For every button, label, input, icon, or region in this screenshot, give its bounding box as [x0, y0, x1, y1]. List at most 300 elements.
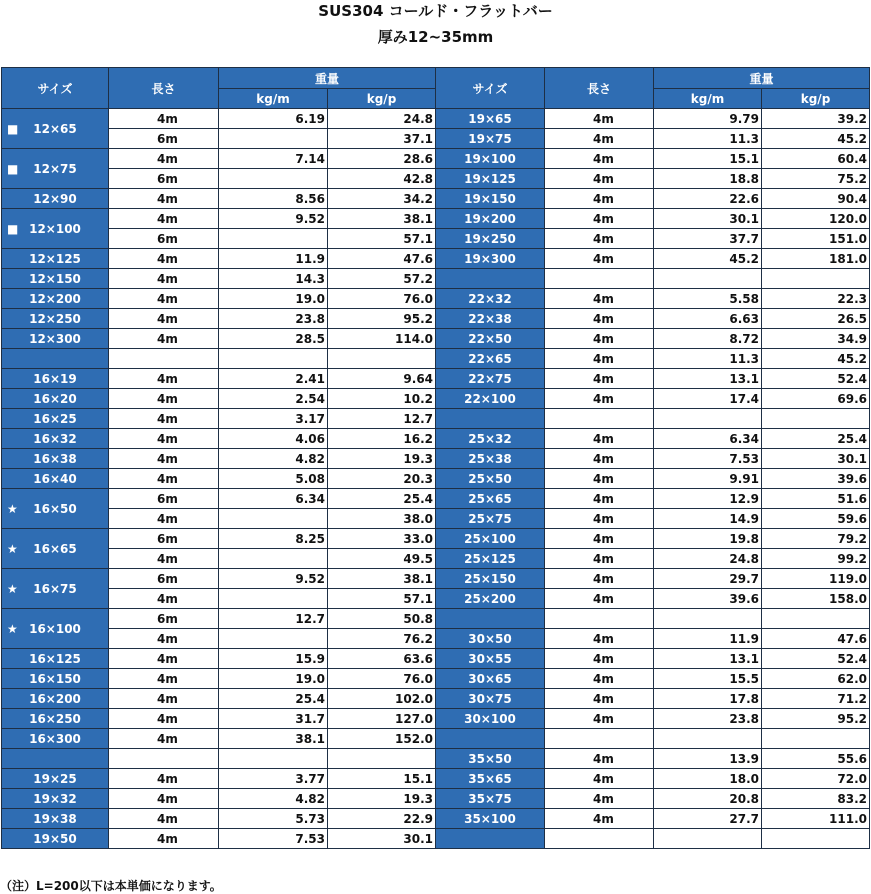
table-row: [436, 489, 870, 509]
kg-per-piece-cell: 90.4: [762, 189, 870, 209]
length-cell: 4m: [545, 709, 654, 729]
kg-per-piece-cell: 181.0: [762, 249, 870, 269]
table-row: [436, 769, 870, 789]
table-row: [2, 649, 436, 669]
kg-per-piece-cell: 22.3: [762, 289, 870, 309]
length-cell: 4m: [545, 389, 654, 409]
length-cell: 4m: [109, 589, 219, 609]
kg-per-m-cell: 9.91: [654, 469, 762, 489]
size-value: 16×50: [33, 501, 77, 516]
kg-per-piece-cell: 79.2: [762, 529, 870, 549]
table-row: [2, 349, 436, 369]
kg-per-piece-cell: [328, 749, 436, 769]
kg-per-m-cell: 19.8: [654, 529, 762, 549]
kg-per-piece-cell: 34.2: [328, 189, 436, 209]
size-cell: 30×65: [436, 669, 545, 689]
table-row: [436, 549, 870, 569]
size-value: 12×75: [33, 161, 77, 176]
size-cell: [2, 409, 109, 429]
length-header: 長さ: [545, 68, 654, 109]
table-row: [436, 809, 870, 829]
table-row: [2, 709, 436, 729]
kg-per-m-cell: 4.82: [219, 789, 328, 809]
size-cell: 35×75: [436, 789, 545, 809]
kg-per-piece-cell: 55.6: [762, 749, 870, 769]
size-cell: 25×32: [436, 429, 545, 449]
kg-per-piece-cell: 102.0: [328, 689, 436, 709]
kg-per-piece-cell: 16.2: [328, 429, 436, 449]
kg-per-m-cell: 24.8: [654, 549, 762, 569]
kg-per-piece-cell: 95.2: [328, 309, 436, 329]
kg-per-m-cell: 18.8: [654, 169, 762, 189]
kg-per-piece-cell: [762, 609, 870, 629]
kg-per-m-cell: 2.41: [219, 369, 328, 389]
kg-per-piece-cell: 127.0: [328, 709, 436, 729]
table-row: [2, 109, 436, 129]
kg-per-m-cell: 23.8: [219, 309, 328, 329]
kg-per-m-cell: 30.1: [654, 209, 762, 229]
table-row: [436, 509, 870, 529]
size-cell: [2, 389, 109, 409]
size-value: 16×65: [33, 541, 77, 556]
length-cell: 4m: [109, 809, 219, 829]
kg-per-piece-cell: 76.0: [328, 669, 436, 689]
size-value: 12×125: [29, 251, 81, 266]
kg-per-m-cell: 6.63: [654, 309, 762, 329]
size-cell: 19×100: [436, 149, 545, 169]
length-cell: 4m: [545, 689, 654, 709]
kg-per-m-cell: 9.52: [219, 209, 328, 229]
size-cell: 22×65: [436, 349, 545, 369]
kg-per-m-cell: 7.53: [654, 449, 762, 469]
size-cell: [2, 289, 109, 309]
length-cell: 4m: [109, 729, 219, 749]
kg-per-m-cell: 17.4: [654, 389, 762, 409]
kg-per-m-cell: 13.9: [654, 749, 762, 769]
kg-per-piece-cell: 75.2: [762, 169, 870, 189]
size-cell: [2, 449, 109, 469]
kg-per-piece-cell: 95.2: [762, 709, 870, 729]
length-cell: 4m: [109, 209, 219, 229]
size-cell: 19×250: [436, 229, 545, 249]
kg-per-m-cell: 15.9: [219, 649, 328, 669]
kg-per-m-cell: 19.0: [219, 669, 328, 689]
size-cell: 30×75: [436, 689, 545, 709]
kg-per-piece-cell: 47.6: [762, 629, 870, 649]
kg-per-piece-cell: 52.4: [762, 649, 870, 669]
table-row: [436, 649, 870, 669]
kg-per-piece-cell: 59.6: [762, 509, 870, 529]
spec-mark: ★: [7, 581, 18, 596]
kg-per-m-cell: 20.8: [654, 789, 762, 809]
kg-per-piece-cell: 25.4: [762, 429, 870, 449]
kg-per-m-header: kg/m: [219, 89, 328, 109]
kg-per-piece-cell: 26.5: [762, 309, 870, 329]
kg-per-piece-cell: [762, 729, 870, 749]
size-cell: 19×150: [436, 189, 545, 209]
size-cell: 22×50: [436, 329, 545, 349]
length-cell: 4m: [545, 429, 654, 449]
kg-per-m-cell: 15.5: [654, 669, 762, 689]
price-table-left: [1, 67, 436, 849]
size-cell: [2, 749, 109, 769]
table-row: [436, 249, 870, 269]
table-row: [436, 369, 870, 389]
size-cell: 25×38: [436, 449, 545, 469]
size-value: 19×38: [33, 811, 77, 826]
kg-per-piece-cell: 9.64: [328, 369, 436, 389]
length-cell: 4m: [545, 129, 654, 149]
length-cell: 6m: [109, 609, 219, 629]
table-row: [436, 309, 870, 329]
table-row: [2, 449, 436, 469]
length-cell: 4m: [109, 109, 219, 129]
kg-per-m-cell: [654, 729, 762, 749]
size-cell: [2, 249, 109, 269]
length-cell: 4m: [109, 629, 219, 649]
size-value: 12×100: [29, 221, 81, 236]
kg-per-piece-cell: 37.1: [328, 129, 436, 149]
kg-per-m-cell: 6.19: [219, 109, 328, 129]
size-cell: [2, 649, 109, 669]
length-cell: 4m: [109, 549, 219, 569]
size-value: 16×300: [29, 731, 81, 746]
table-row: [436, 789, 870, 809]
length-cell: 4m: [109, 149, 219, 169]
table-row: [2, 689, 436, 709]
kg-per-piece-cell: 45.2: [762, 349, 870, 369]
table-row: [2, 329, 436, 349]
size-cell: [2, 729, 109, 749]
length-cell: 4m: [109, 189, 219, 209]
length-cell: 4m: [545, 249, 654, 269]
length-cell: 4m: [545, 529, 654, 549]
table-row: [2, 569, 436, 589]
size-cell: [2, 809, 109, 829]
size-value: 19×25: [33, 771, 77, 786]
length-cell: [545, 829, 654, 849]
size-cell: [2, 469, 109, 489]
size-cell: 35×65: [436, 769, 545, 789]
table-row: [436, 589, 870, 609]
table-row: [2, 469, 436, 489]
length-cell: 4m: [545, 289, 654, 309]
size-cell: [436, 729, 545, 749]
kg-per-m-cell: 12.7: [219, 609, 328, 629]
size-value: 16×38: [33, 451, 77, 466]
length-cell: 4m: [545, 509, 654, 529]
size-value: 12×200: [29, 291, 81, 306]
length-cell: 4m: [545, 769, 654, 789]
table-row: [436, 329, 870, 349]
length-cell: 4m: [545, 489, 654, 509]
kg-per-m-cell: 22.6: [654, 189, 762, 209]
kg-per-m-cell: 3.17: [219, 409, 328, 429]
size-cell: 19×75: [436, 129, 545, 149]
kg-per-m-cell: [219, 169, 328, 189]
size-cell: [2, 369, 109, 389]
length-cell: 4m: [545, 649, 654, 669]
table-row: [2, 409, 436, 429]
kg-per-piece-cell: 38.1: [328, 569, 436, 589]
table-row: [2, 829, 436, 849]
kg-per-m-cell: 37.7: [654, 229, 762, 249]
kg-per-piece-cell: 62.0: [762, 669, 870, 689]
table-row: [436, 609, 870, 629]
table-row: [2, 289, 436, 309]
kg-per-m-cell: [219, 549, 328, 569]
kg-per-piece-cell: 33.0: [328, 529, 436, 549]
kg-per-piece-cell: 25.4: [328, 489, 436, 509]
kg-per-piece-cell: 63.6: [328, 649, 436, 669]
table-row: [436, 469, 870, 489]
size-value: 12×300: [29, 331, 81, 346]
table-row: [436, 749, 870, 769]
length-cell: 4m: [109, 449, 219, 469]
spec-mark: ■: [7, 161, 19, 176]
kg-per-piece-cell: 49.5: [328, 549, 436, 569]
table-row: [2, 389, 436, 409]
kg-per-m-cell: [219, 589, 328, 609]
size-cell: 25×200: [436, 589, 545, 609]
table-row: [436, 629, 870, 649]
size-cell: [2, 789, 109, 809]
spec-mark: ★: [7, 621, 18, 636]
size-value: 16×100: [29, 621, 81, 636]
kg-per-m-cell: 39.6: [654, 589, 762, 609]
length-cell: 4m: [545, 189, 654, 209]
kg-per-m-cell: 2.54: [219, 389, 328, 409]
table-row: [436, 229, 870, 249]
table-row: [2, 749, 436, 769]
kg-per-piece-cell: 50.8: [328, 609, 436, 629]
length-cell: 6m: [109, 129, 219, 149]
kg-per-m-cell: 8.56: [219, 189, 328, 209]
kg-per-m-cell: 6.34: [654, 429, 762, 449]
footnote: （注）L=200以下は本単価になります。: [0, 879, 222, 893]
kg-per-piece-cell: 28.6: [328, 149, 436, 169]
size-header: サイズ: [2, 68, 109, 109]
table-row: [436, 449, 870, 469]
length-cell: [545, 609, 654, 629]
size-value: 12×90: [33, 191, 77, 206]
kg-per-piece-cell: 19.3: [328, 449, 436, 469]
kg-per-m-cell: 5.08: [219, 469, 328, 489]
kg-per-m-cell: 5.73: [219, 809, 328, 829]
length-cell: 4m: [545, 569, 654, 589]
table-row: [436, 829, 870, 849]
table-row: [436, 669, 870, 689]
kg-per-m-cell: 28.5: [219, 329, 328, 349]
length-cell: 6m: [109, 569, 219, 589]
length-cell: 4m: [545, 749, 654, 769]
kg-per-m-cell: 31.7: [219, 709, 328, 729]
size-value: 16×75: [33, 581, 77, 596]
spec-mark: ★: [7, 501, 18, 516]
size-cell: 19×125: [436, 169, 545, 189]
size-value: 16×20: [33, 391, 77, 406]
kg-per-m-cell: 11.3: [654, 129, 762, 149]
weight-header: 重量: [654, 68, 870, 89]
length-cell: 4m: [109, 789, 219, 809]
size-cell: [2, 669, 109, 689]
kg-per-m-cell: [219, 509, 328, 529]
kg-per-m-cell: 19.0: [219, 289, 328, 309]
length-cell: 4m: [109, 249, 219, 269]
length-cell: 4m: [545, 349, 654, 369]
size-cell: 25×100: [436, 529, 545, 549]
table-row: [436, 109, 870, 129]
length-cell: 4m: [109, 269, 219, 289]
kg-per-piece-cell: 30.1: [762, 449, 870, 469]
table-row: [2, 609, 436, 629]
size-value: 16×200: [29, 691, 81, 706]
size-cell: 35×50: [436, 749, 545, 769]
kg-per-piece-cell: 47.6: [328, 249, 436, 269]
size-cell: 25×125: [436, 549, 545, 569]
kg-per-m-cell: 11.9: [219, 249, 328, 269]
kg-per-m-cell: 4.82: [219, 449, 328, 469]
kg-per-m-header: kg/m: [654, 89, 762, 109]
table-row: [436, 429, 870, 449]
kg-per-piece-cell: 151.0: [762, 229, 870, 249]
length-cell: 4m: [109, 709, 219, 729]
size-value: 12×150: [29, 271, 81, 286]
length-cell: [545, 409, 654, 429]
left-table-body: [2, 109, 436, 849]
kg-per-m-cell: 17.8: [654, 689, 762, 709]
size-cell: [2, 269, 109, 289]
size-cell: 25×50: [436, 469, 545, 489]
length-cell: 4m: [545, 809, 654, 829]
kg-per-piece-cell: 34.9: [762, 329, 870, 349]
kg-per-piece-cell: 51.6: [762, 489, 870, 509]
length-cell: 6m: [109, 489, 219, 509]
length-cell: 4m: [545, 589, 654, 609]
kg-per-m-cell: [654, 269, 762, 289]
table-row: [2, 669, 436, 689]
size-cell: 30×55: [436, 649, 545, 669]
table-row: [436, 409, 870, 429]
length-cell: 4m: [545, 209, 654, 229]
kg-per-piece-cell: 39.6: [762, 469, 870, 489]
size-cell: [2, 189, 109, 209]
length-cell: 4m: [109, 289, 219, 309]
length-cell: 4m: [109, 389, 219, 409]
size-cell: 25×150: [436, 569, 545, 589]
kg-per-piece-cell: 119.0: [762, 569, 870, 589]
kg-per-m-cell: [219, 749, 328, 769]
kg-per-m-cell: [219, 349, 328, 369]
length-cell: 4m: [545, 149, 654, 169]
kg-per-piece-header: kg/p: [762, 89, 870, 109]
kg-per-m-cell: 6.34: [219, 489, 328, 509]
length-cell: 6m: [109, 529, 219, 549]
kg-per-m-cell: 3.77: [219, 769, 328, 789]
length-cell: 4m: [545, 449, 654, 469]
kg-per-m-cell: 11.3: [654, 349, 762, 369]
size-cell: [2, 109, 109, 149]
kg-per-piece-cell: 12.7: [328, 409, 436, 429]
kg-per-m-cell: 5.58: [654, 289, 762, 309]
length-cell: [109, 349, 219, 369]
table-row: [2, 149, 436, 169]
length-cell: 4m: [545, 469, 654, 489]
size-cell: 22×75: [436, 369, 545, 389]
kg-per-piece-cell: 76.2: [328, 629, 436, 649]
kg-per-m-cell: 45.2: [654, 249, 762, 269]
size-value: 12×250: [29, 311, 81, 326]
table-row: [436, 709, 870, 729]
size-value: 12×65: [33, 121, 77, 136]
right-table-body: [436, 109, 870, 849]
size-value: 19×32: [33, 791, 77, 806]
kg-per-piece-cell: 38.1: [328, 209, 436, 229]
kg-per-piece-cell: [762, 269, 870, 289]
kg-per-m-cell: 4.06: [219, 429, 328, 449]
length-cell: 4m: [109, 469, 219, 489]
kg-per-piece-cell: 20.3: [328, 469, 436, 489]
size-value: 16×19: [33, 371, 77, 386]
spec-mark: ★: [7, 541, 18, 556]
kg-per-m-cell: 9.79: [654, 109, 762, 129]
size-cell: [2, 489, 109, 529]
kg-per-m-cell: 14.3: [219, 269, 328, 289]
size-cell: [2, 149, 109, 189]
kg-per-m-cell: 9.52: [219, 569, 328, 589]
length-cell: 4m: [545, 549, 654, 569]
size-cell: 30×100: [436, 709, 545, 729]
table-row: [2, 249, 436, 269]
table-row: [2, 189, 436, 209]
kg-per-piece-cell: 152.0: [328, 729, 436, 749]
page-subtitle: 厚み12~35mm: [377, 28, 494, 46]
kg-per-piece-cell: 19.3: [328, 789, 436, 809]
kg-per-m-cell: 29.7: [654, 569, 762, 589]
size-cell: [2, 329, 109, 349]
kg-per-piece-cell: 30.1: [328, 829, 436, 849]
length-header: 長さ: [109, 68, 219, 109]
table-row: [436, 729, 870, 749]
kg-per-piece-cell: 10.2: [328, 389, 436, 409]
length-cell: 4m: [109, 369, 219, 389]
size-cell: [436, 409, 545, 429]
table-row: [2, 489, 436, 509]
size-cell: 25×75: [436, 509, 545, 529]
table-row: [436, 149, 870, 169]
kg-per-m-cell: 25.4: [219, 689, 328, 709]
kg-per-piece-cell: 76.0: [328, 289, 436, 309]
length-cell: 4m: [545, 789, 654, 809]
kg-per-piece-cell: 72.0: [762, 769, 870, 789]
size-value: 16×125: [29, 651, 81, 666]
kg-per-piece-cell: 71.2: [762, 689, 870, 709]
size-header: サイズ: [436, 68, 545, 109]
table-row: [436, 209, 870, 229]
spec-mark: ■: [7, 221, 19, 236]
page-title: SUS304 コールド・フラットバー: [318, 2, 553, 20]
size-value: 16×250: [29, 711, 81, 726]
kg-per-m-cell: 8.72: [654, 329, 762, 349]
table-row: [2, 269, 436, 289]
kg-per-piece-cell: 22.9: [328, 809, 436, 829]
table-row: [2, 809, 436, 829]
length-cell: 4m: [545, 109, 654, 129]
kg-per-m-cell: 13.1: [654, 649, 762, 669]
size-cell: [2, 429, 109, 449]
table-row: [2, 369, 436, 389]
length-cell: 4m: [109, 649, 219, 669]
